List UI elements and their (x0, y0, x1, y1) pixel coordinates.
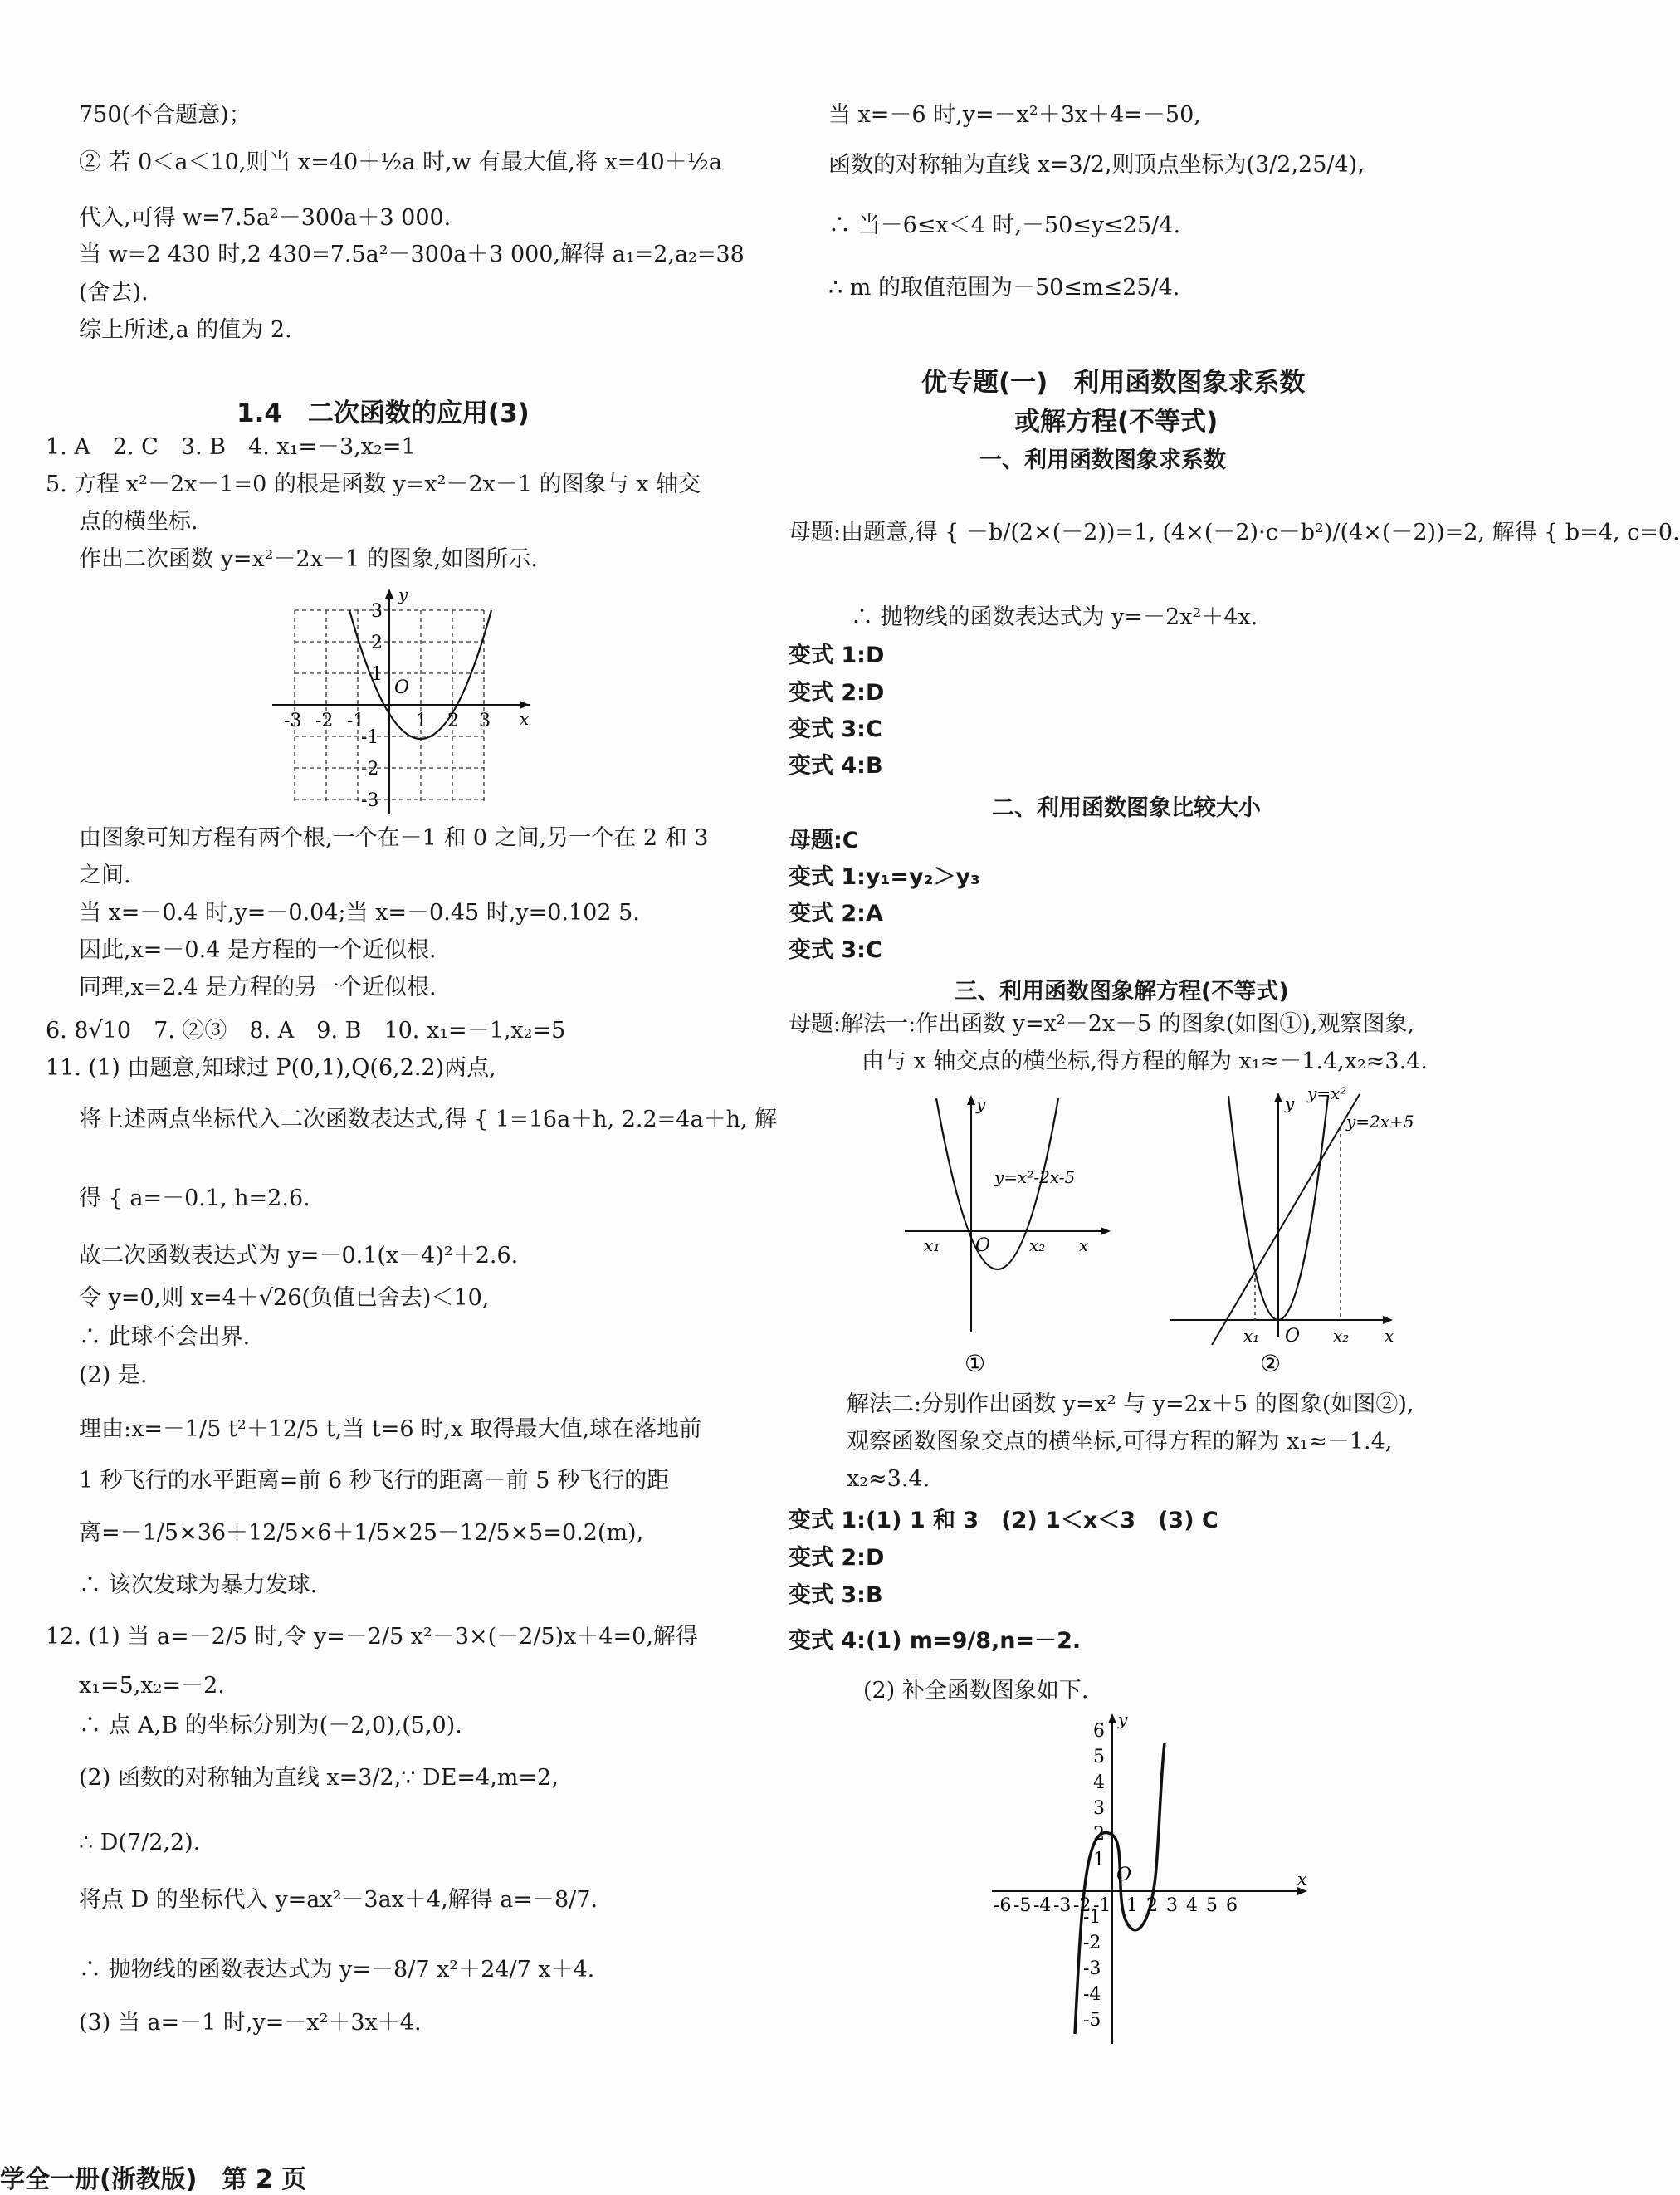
tick-label: 1 (1126, 1895, 1138, 1916)
y-axis-label: y (976, 1094, 986, 1114)
x-axis-label: x (1385, 1326, 1394, 1346)
result-line: ∴ 抛物线的函数表达式为 y=－2x²＋4x. (851, 604, 1258, 630)
line-label: y=2x+5 (1346, 1112, 1414, 1132)
q12-line: 12. (1) 当 a=－2/5 时,令 y=－2/5 x²－3×(－2/5)x＋4=0,解得 (46, 1624, 698, 1650)
text-line: 函数的对称轴为直线 x=3/2,则顶点坐标为(3/2,25/4), (828, 152, 1365, 178)
tick-label: 6 (1226, 1895, 1238, 1916)
tick-label: -2 (315, 711, 334, 731)
figure-label: ② (1260, 1350, 1282, 1377)
tick-label: -3 (1053, 1895, 1072, 1916)
origin-label: O (394, 677, 410, 698)
q5-line: 5. 方程 x²－2x－1=0 的根是函数 y=x²－2x－1 的图象与 x 轴交 (46, 472, 701, 497)
tick-label: -5 (1083, 2010, 1101, 2031)
tick-label: -3 (361, 790, 379, 811)
variant-answer: 变式 4:(1) m=9/8,n=－2. (789, 1628, 1082, 1654)
curve-label: y=x²-2x-5 (994, 1167, 1076, 1187)
variant-answer: 变式 1:(1) 1 和 3 (2) 1＜x＜3 (3) C (789, 1508, 1218, 1533)
tick-label: -1 (361, 727, 379, 748)
tick-label: -1 (347, 711, 365, 731)
text-line: 当 w=2 430 时,2 430=7.5a²－300a＋3 000,解得 a₁=2,a₂=38 (79, 242, 745, 267)
root-label: x₁ (1243, 1326, 1260, 1346)
text-line: 由图象可知方程有两个根,一个在－1 和 0 之间,另一个在 2 和 3 (79, 825, 709, 851)
tick-label: 5 (1206, 1895, 1218, 1916)
tick-label: 3 (1166, 1895, 1178, 1916)
tick-label: 5 (1093, 1747, 1105, 1767)
root-label: x₂ (1333, 1326, 1350, 1346)
text-line: 同理,x=2.4 是方程的另一个近似根. (79, 975, 437, 1000)
tick-label: -1 (1083, 1907, 1101, 1928)
q11-line: 将上述两点坐标代入二次函数表达式,得 { 1=16a＋h, 2.2=4a＋h, 解 (79, 1107, 778, 1132)
mother-problem: 母题:由题意,得 { －b/(2×(－2))=1, (4×(－2)·c－b²)/(4×(－2))=2, 解得 { b=4, c=0. (789, 520, 1680, 545)
variant-answer: 变式 2:D (789, 680, 885, 706)
text-line: ∴ m 的取值范围为－50≤m≤25/4. (828, 275, 1180, 301)
q11-line: 故二次函数表达式为 y=－0.1(x－4)²＋2.6. (79, 1243, 519, 1269)
mother-answer: 母题:C (789, 828, 859, 853)
method-line: 观察函数图象交点的横坐标,可得方程的解为 x₁≈－1.4, (847, 1429, 1393, 1454)
text-line: 综上所述,a 的值为 2. (79, 317, 292, 343)
q12-line: (2) 函数的对称轴为直线 x=3/2,∵ DE=4,m=2, (79, 1765, 559, 1791)
tick-label: -2 (1073, 1895, 1092, 1916)
y-axis-label: y (1285, 1093, 1295, 1113)
q12-line: ∴ D(7/2,2). (79, 1830, 201, 1855)
method-line: 母题:解法一:作出函数 y=x²－2x－5 的图象(如图①),观察图象, (789, 1011, 1415, 1037)
tick-label: 1 (1093, 1850, 1105, 1870)
piecewise-graph (992, 1702, 1324, 2059)
origin-label: O (975, 1235, 991, 1256)
q11-line: 得 { a=－0.1, h=2.6. (79, 1185, 310, 1211)
tick-label: 3 (479, 711, 491, 731)
variant-answer: 变式 3:C (789, 937, 882, 963)
q11-line: ∴ 该次发球为暴力发球. (79, 1572, 318, 1598)
section-title: 1.4 二次函数的应用(3) (237, 398, 530, 428)
q11-line: 1 秒飞行的水平距离=前 6 秒飞行的距离－前 5 秒飞行的距 (79, 1468, 670, 1493)
q12-line: ∴ 点 A,B 的坐标分别为(－2,0),(5,0). (79, 1713, 462, 1738)
tick-label: -1 (1093, 1895, 1111, 1916)
parabola-graph-1 (266, 585, 540, 818)
y-axis-label: y (398, 584, 408, 604)
figure-label: ① (965, 1350, 986, 1377)
curve-label: y=x² (1307, 1083, 1347, 1103)
origin-label: O (1285, 1326, 1301, 1347)
text-line: 当 x=－6 时,y=－x²＋3x＋4=－50, (828, 102, 1201, 128)
figure-2 (1170, 1079, 1414, 1378)
text-line: 因此,x=－0.4 是方程的一个近似根. (79, 937, 437, 963)
root-label: x₂ (1029, 1235, 1046, 1255)
q11-line: 11. (1) 由题意,知球过 P(0,1),Q(6,2.2)两点, (46, 1055, 496, 1081)
q5-line: 作出二次函数 y=x²－2x－1 的图象,如图所示. (79, 546, 538, 572)
tick-label: 2 (371, 633, 383, 653)
q11-line: 令 y=0,则 x=4＋√26(负值已舍去)＜10, (79, 1285, 490, 1311)
variant-answer: 变式 3:C (789, 716, 882, 742)
x-axis-label: x (520, 709, 530, 729)
tick-label: 2 (1093, 1824, 1105, 1845)
method-line: 解法二:分别作出函数 y=x² 与 y=2x＋5 的图象(如图②), (847, 1391, 1414, 1417)
tick-label: -4 (1033, 1895, 1052, 1916)
q11-line: 理由:x=－1/5 t²＋12/5 t,当 t=6 时,x 取得最大值,球在落地前 (79, 1416, 702, 1442)
y-axis-label: y (1118, 1709, 1128, 1729)
tick-label: 3 (371, 601, 383, 622)
tick-label: 1 (371, 664, 383, 685)
variant-answer: 变式 3:B (789, 1582, 883, 1608)
q11-line: ∴ 此球不会出界. (79, 1324, 251, 1350)
page-footer: 学全一册(浙教版) 第 2 页 (0, 2165, 307, 2194)
text-line: 之间. (79, 863, 131, 888)
root-label: x₁ (924, 1235, 940, 1255)
variant-answer: 变式 1:y₁=y₂＞y₃ (789, 864, 980, 890)
answers-line: 6. 8√10 7. ②③ 8. A 9. B 10. x₁=－1,x₂=5 (46, 1018, 566, 1044)
variant-answer: 变式 1:D (789, 643, 885, 668)
q12-line: ∴ 抛物线的函数表达式为 y=－8/7 x²＋24/7 x＋4. (79, 1957, 595, 1982)
q5-line: 点的横坐标. (79, 509, 198, 535)
text-line: 代入,可得 w=7.5a²－300a＋3 000. (79, 205, 452, 231)
variant-answer: 变式 2:D (789, 1545, 885, 1571)
tick-label: 3 (1093, 1798, 1105, 1819)
x-axis-label: x (1079, 1235, 1089, 1255)
q11-line: (2) 是. (79, 1362, 148, 1388)
method-line: x₂≈3.4. (847, 1466, 930, 1492)
variant-answer: 变式 2:A (789, 901, 883, 926)
tick-label: -4 (1083, 1984, 1101, 2005)
subsection-title: 二、利用函数图象比较大小 (992, 795, 1261, 821)
tick-label: 4 (1093, 1772, 1105, 1793)
tick-label: 2 (447, 711, 459, 731)
q12-line: x₁=5,x₂=－2. (79, 1673, 225, 1699)
tick-label: -2 (1083, 1933, 1101, 1953)
topic-title: 或解方程(不等式) (1014, 407, 1218, 437)
q12-line: (3) 当 a=－1 时,y=－x²＋3x＋4. (79, 2010, 422, 2036)
tick-label: 6 (1093, 1721, 1105, 1742)
text-line: 750(不合题意)； (79, 102, 252, 128)
subsection-title: 一、利用函数图象求系数 (979, 447, 1226, 473)
text-line: (舍去). (79, 280, 149, 306)
tick-label: 2 (1146, 1895, 1158, 1916)
tick-label: -3 (284, 711, 302, 731)
tick-label: -3 (1083, 1958, 1101, 1979)
text-line: 当 x=－0.4 时,y=－0.04;当 x=－0.45 时,y=0.102 5. (79, 900, 640, 926)
topic-title: 优专题(一) 利用函数图象求系数 (921, 368, 1306, 398)
tick-label: -5 (1013, 1895, 1032, 1916)
answers-line: 1. A 2. C 3. B 4. x₁=－3,x₂=1 (46, 434, 416, 460)
tick-label: -6 (994, 1895, 1012, 1916)
tick-label: 1 (416, 711, 427, 731)
text-line: (2) 补全函数图象如下. (863, 1678, 1089, 1704)
method-line: 由与 x 轴交点的横坐标,得方程的解为 x₁≈－1.4,x₂≈3.4. (862, 1049, 1428, 1074)
q11-line: 离=－1/5×36＋12/5×6＋1/5×25－12/5×5=0.2(m), (79, 1520, 644, 1546)
figure-1 (905, 1092, 1112, 1377)
q12-line: 将点 D 的坐标代入 y=ax²－3ax＋4,解得 a=－8/7. (79, 1887, 598, 1913)
text-line: ② 若 0＜a＜10,则当 x=40＋½a 时,w 有最大值,将 x=40＋½a (79, 149, 722, 175)
text-line: ∴ 当－6≤x＜4 时,－50≤y≤25/4. (828, 213, 1181, 238)
variant-answer: 变式 4:B (789, 753, 883, 779)
subsection-title: 三、利用函数图象解方程(不等式) (955, 979, 1289, 1005)
x-axis-label: x (1297, 1869, 1307, 1889)
tick-label: -2 (361, 759, 379, 780)
origin-label: O (1116, 1865, 1132, 1885)
tick-label: 4 (1186, 1895, 1198, 1916)
